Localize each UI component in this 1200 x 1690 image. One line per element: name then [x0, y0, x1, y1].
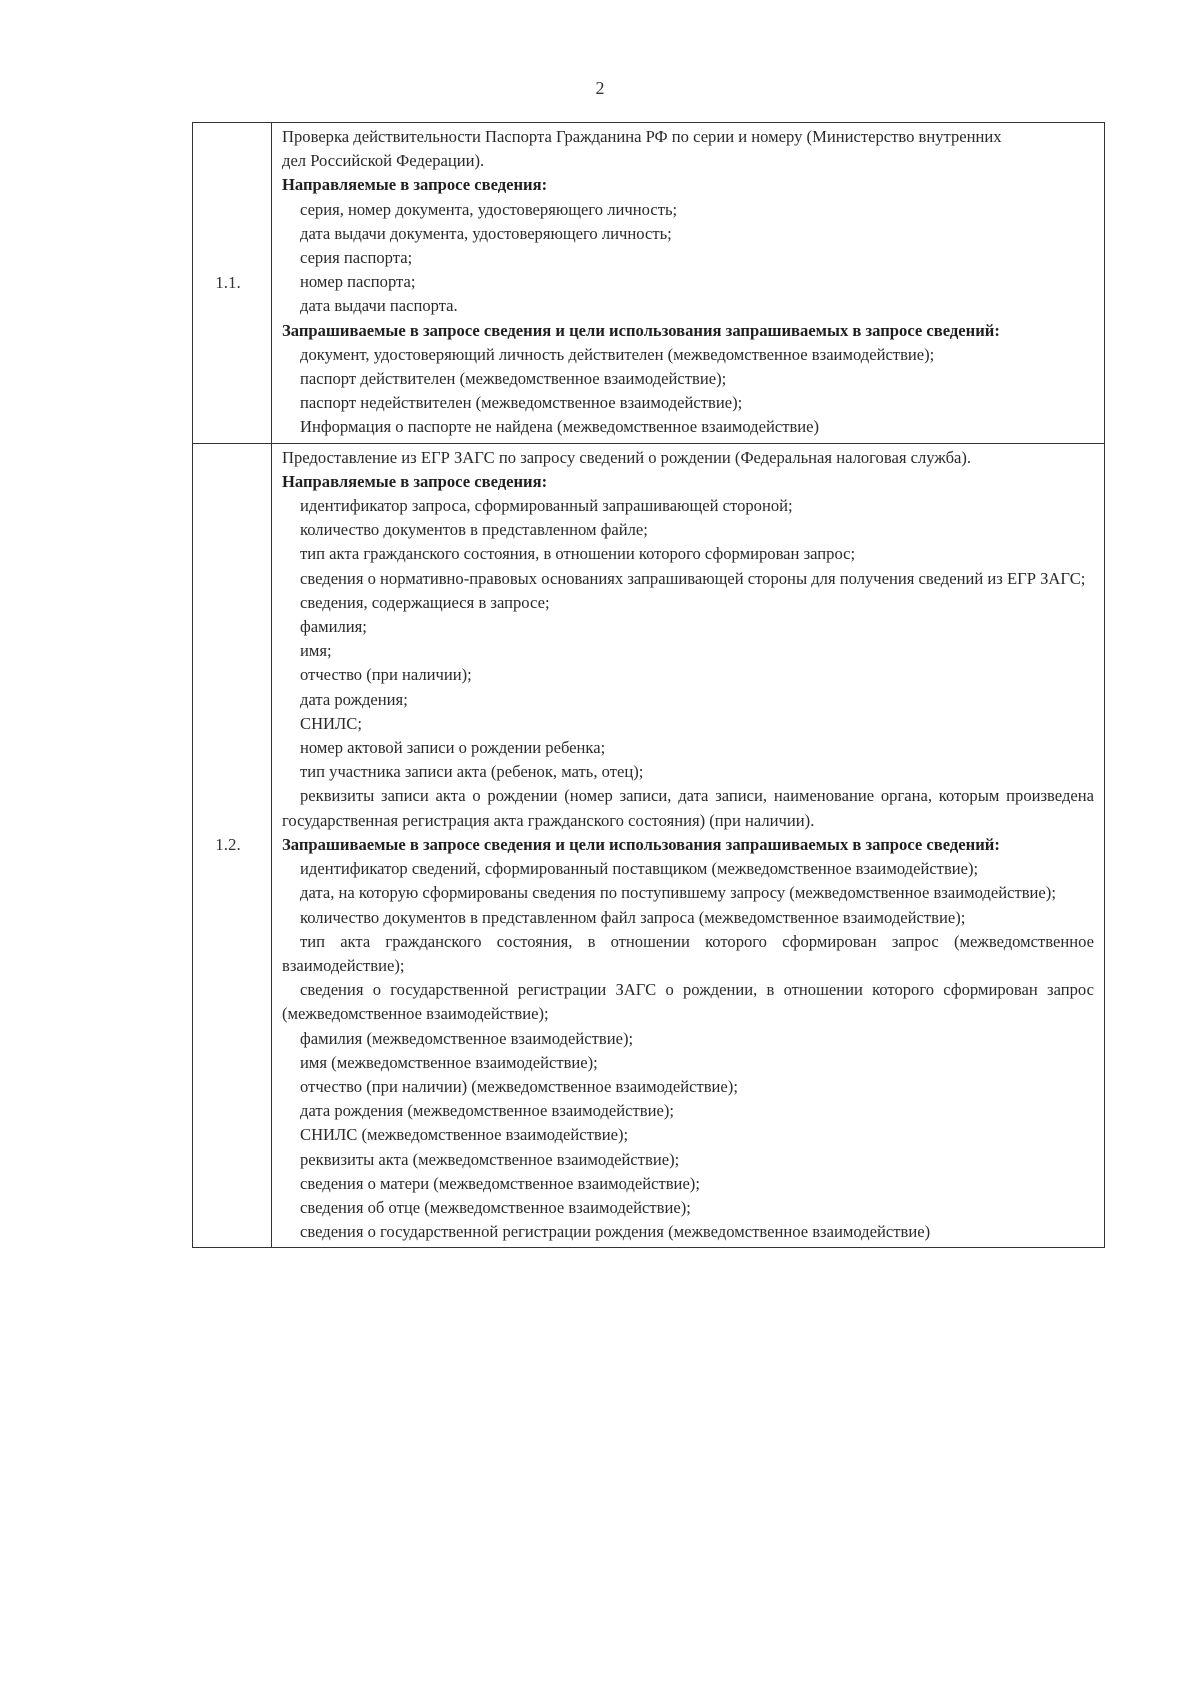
list-item: идентификатор запроса, сформированный запрашивающей стороной;	[300, 496, 793, 516]
list-item: Информация о паспорте не найдена (межведомственное взаимодействие)	[300, 417, 820, 437]
table-row	[193, 443, 1105, 1248]
page-number: 2	[595, 78, 605, 98]
list-item: документ, удостоверяющий личность действителен (межведомственное взаимодействие);	[300, 344, 935, 364]
list-item: отчество (при наличии);	[300, 665, 472, 685]
list-item: сведения о государственной регистрации рождения (межведомственное взаимодействие)	[300, 1222, 931, 1242]
sent-heading: Направляемые в запросе сведения:	[282, 175, 548, 195]
list-item: тип участника записи акта (ребенок, мать, отец);	[300, 762, 644, 782]
list-item: имя;	[300, 641, 332, 661]
list-item: сведения, содержащиеся в запросе;	[300, 592, 550, 612]
list-item: серия, номер документа, удостоверяющего личность;	[300, 199, 678, 219]
requested-heading: Запрашиваемые в запросе сведения и цели использования запрашиваемых в запросе сведений:	[282, 834, 1000, 854]
list-item: фамилия;	[300, 617, 367, 637]
list-item: дата выдачи документа, удостоверяющего личность;	[300, 223, 672, 243]
row-content	[272, 123, 1105, 444]
list-item: реквизиты акта (межведомственное взаимодействие);	[300, 1149, 680, 1169]
service-title: Проверка действительности Паспорта Гражданина РФ по серии и номеру (Министерство внутренних дел Российской Федерации).	[282, 127, 1002, 171]
list-item: СНИЛС (межведомственное взаимодействие);	[300, 1125, 629, 1145]
list-item: идентификатор сведений, сформированный поставщиком (межведомственное взаимодействие);	[300, 859, 979, 879]
list-item: сведения о нормативно-правовых основаниях запрашивающей стороны для получения сведений из ЕГР ЗАГС;	[300, 568, 1086, 588]
list-item: паспорт недействителен (межведомственное взаимодействие);	[300, 393, 743, 413]
services-table	[192, 122, 1105, 1248]
row-number: 1.1.	[193, 123, 272, 444]
row-number: 1.2.	[193, 443, 272, 1248]
list-item: СНИЛС;	[300, 713, 362, 733]
list-item: тип акта гражданского состояния, в отношении которого сформирован запрос;	[300, 544, 856, 564]
list-item: сведения о матери (межведомственное взаимодействие);	[300, 1173, 700, 1193]
list-item: имя (межведомственное взаимодействие);	[300, 1052, 598, 1072]
list-item: дата, на которую сформированы сведения по поступившему запросу (межведомственное взаимодействие);	[300, 883, 1056, 903]
service-title: Предоставление из ЕГР ЗАГС по запросу сведений о рождении (Федеральная налоговая служба).	[282, 447, 972, 467]
list-item: сведения о государственной регистрации ЗАГС о рождении, в отношении которого сформирован запрос (межведомственное взаимодействие);	[282, 980, 1094, 1024]
list-item: номер актовой записи о рождении ребенка;	[300, 738, 606, 758]
list-item: серия паспорта;	[300, 248, 413, 268]
list-item: реквизиты записи акта о рождении (номер записи, дата записи, наименование органа, которым произведена государственная регистрация акта гражданского состояния) (при наличии).	[282, 786, 1094, 830]
list-item: дата рождения;	[300, 689, 408, 709]
list-item: количество документов в представленном файл запроса (межведомственное взаимодействие);	[300, 907, 966, 927]
table-row	[193, 123, 1105, 444]
list-item: отчество (при наличии) (межведомственное взаимодействие);	[300, 1076, 738, 1096]
list-item: дата рождения (межведомственное взаимодействие);	[300, 1101, 674, 1121]
list-item: тип акта гражданского состояния, в отношении которого сформирован запрос (межведомственное взаимодействие);	[282, 931, 1094, 975]
requested-heading: Запрашиваемые в запросе сведения и цели использования запрашиваемых в запросе сведений:	[282, 320, 1000, 340]
list-item: номер паспорта;	[300, 272, 416, 292]
row-content	[272, 443, 1105, 1248]
sent-heading: Направляемые в запросе сведения:	[282, 471, 548, 491]
list-item: фамилия (межведомственное взаимодействие);	[300, 1028, 634, 1048]
list-item: сведения об отце (межведомственное взаимодействие);	[300, 1197, 691, 1217]
list-item: количество документов в представленном файле;	[300, 520, 648, 540]
list-item: дата выдачи паспорта.	[300, 296, 458, 316]
list-item: паспорт действителен (межведомственное взаимодействие);	[300, 369, 727, 389]
